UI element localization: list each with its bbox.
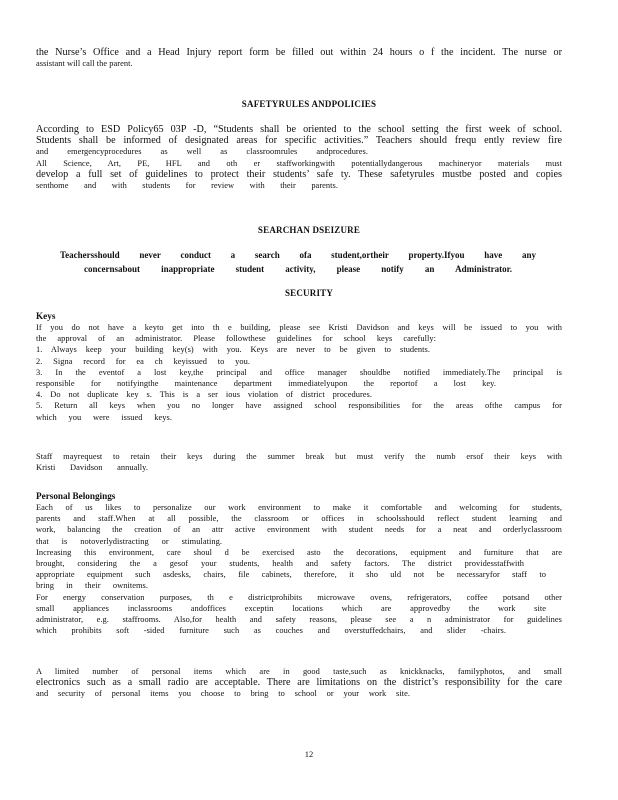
personal-belongings-section: [36, 490, 562, 636]
belongings-line-12: which prohibits soft -sided furniture such as couches and overstuffedchairs, and slider -chairs.: [36, 626, 506, 636]
keys-line-3: 1. Always keep your building key(s) with you. Keys are never to be given to students.: [36, 345, 430, 355]
staff-keys-line-1: Staff mayrequest to retain their keys during the summer break but must verify the numb ersof their keys with: [36, 452, 562, 461]
limited-line-1: A limited number of personal items which are in good taste,such as knickknacks, familyphotos, and small: [36, 667, 562, 676]
safety-paragraph: [36, 124, 562, 191]
keys-line-1: If you do not have a keyto get into th e building, please see Kristi Davidson and keys will be issued to you with: [36, 323, 562, 332]
safety-line-4: All Science, Art, PE, HFL and oth er staffworkingwith potentiallydangerous machineryor materials must: [36, 158, 562, 168]
belongings-line-8: bring in their ownitems.: [36, 581, 148, 591]
safety-rules-heading: SAFETYRULES ANDPOLICIES: [241, 99, 377, 109]
belongings-line-10: small appliances inclassrooms andoffices exceptin locations which are approvedby the work site: [36, 603, 546, 613]
keys-line-8: 5. Return all keys when you no longer have assigned school responsibilities for the areas ofthe campus for: [36, 401, 562, 411]
limited-items-paragraph: [36, 666, 562, 700]
keys-line-2: the approval of an administrator. Please followthese guidelines for school keys carefully:: [36, 334, 436, 344]
personal-belongings-title: Personal Belongings: [36, 491, 116, 501]
keys-line-9: which you were issued keys.: [36, 412, 172, 422]
intro-line-1: the Nurse’s Office and a Head Injury report form be filled out within 24 hours o f the incident. The nurse or: [36, 47, 562, 58]
belongings-line-5: Increasing this environment, care shoul d be exercised asto the decorations, equipment and furniture that are: [36, 547, 562, 557]
intro-paragraph: [36, 47, 562, 69]
staff-keys-line-2: Kristi Davidson annually.: [36, 463, 148, 473]
belongings-line-4: that is notoverlydistracting or stimulating.: [36, 536, 222, 546]
keys-line-7: 4. Do not duplicate key s. This is a ser ious violation of district procedures.: [36, 390, 372, 400]
safety-line-3: and emergencyprocedures as well as classroomrules andprocedures.: [36, 147, 368, 157]
keys-section: [36, 310, 562, 423]
search-line-1: Teachersshould never conduct a search ofa student,ortheir property.Ifyou have any: [60, 250, 536, 260]
security-heading: SECURITY: [284, 288, 334, 298]
belongings-line-2: parents and staff.When at all possible, the classroom or offices in schoolsshould reflect student learning and: [36, 514, 562, 524]
page-number: 12: [304, 749, 314, 759]
keys-line-6: responsible for notifyingthe maintenance department immediatelyupon the reportof a lost key.: [36, 379, 496, 389]
search-seizure-heading: SEARCHAN DSEIZURE: [257, 225, 361, 235]
keys-title: Keys: [36, 311, 56, 321]
safety-line-2: Students shall be informed of designated areas for specific activities.” Teachers should frequ ently review fire: [36, 135, 562, 147]
intro-line-2: assistant will call the parent.: [36, 59, 133, 69]
staff-keys-paragraph: [36, 451, 562, 473]
safety-line-6: senthome and with students for review with their parents.: [36, 181, 338, 191]
keys-line-5: 3. In the eventof a lost key,the principal and office manager shouldbe notified immediately.The principal is: [36, 367, 562, 377]
belongings-line-11: administrator, e.g. staffrooms. Also,for health and safety reasons, please see a n administrator for guidelines: [36, 615, 562, 625]
belongings-line-3: work, balancing the creation of an attr active environment with student needs for a neat and orderlyclassroom: [36, 525, 562, 535]
safety-line-1: According to ESD Policy65 03P -D, “Students shall be oriented to the school setting the first week of school.: [36, 124, 562, 135]
belongings-line-1: Each of us likes to personalize our work environment to make it comfortable and welcoming for students,: [36, 503, 562, 512]
belongings-line-9: For energy conservation purposes, th e districtprohibits microwave ovens, refrigerators, coffee potsand other: [36, 592, 562, 602]
safety-line-5: develop a full set of guidelines to protect their students’ safe ty. These safetyrules mustbe posted and copies: [36, 168, 562, 180]
search-line-2: concernsabout inappropriate student activity, please notify an Administrator.: [84, 263, 512, 274]
limited-line-2: electronics such as a small radio are acceptable. There are limitations on the district’s responsibility for the care: [36, 677, 562, 689]
belongings-line-6: brought, considering the a gesof your students, health and safety factors. The district providesstaffwith: [36, 559, 524, 569]
limited-line-3: and security of personal items you choose to bring to school or your work site.: [36, 689, 410, 699]
belongings-line-7: appropriate equipment such asdesks, chairs, file cabinets, therefore, it sho uld not be necessaryfor staff to: [36, 570, 546, 580]
keys-line-4: 2. Signa record for ea ch keyissued to you.: [36, 356, 250, 366]
search-notice: [60, 249, 536, 276]
